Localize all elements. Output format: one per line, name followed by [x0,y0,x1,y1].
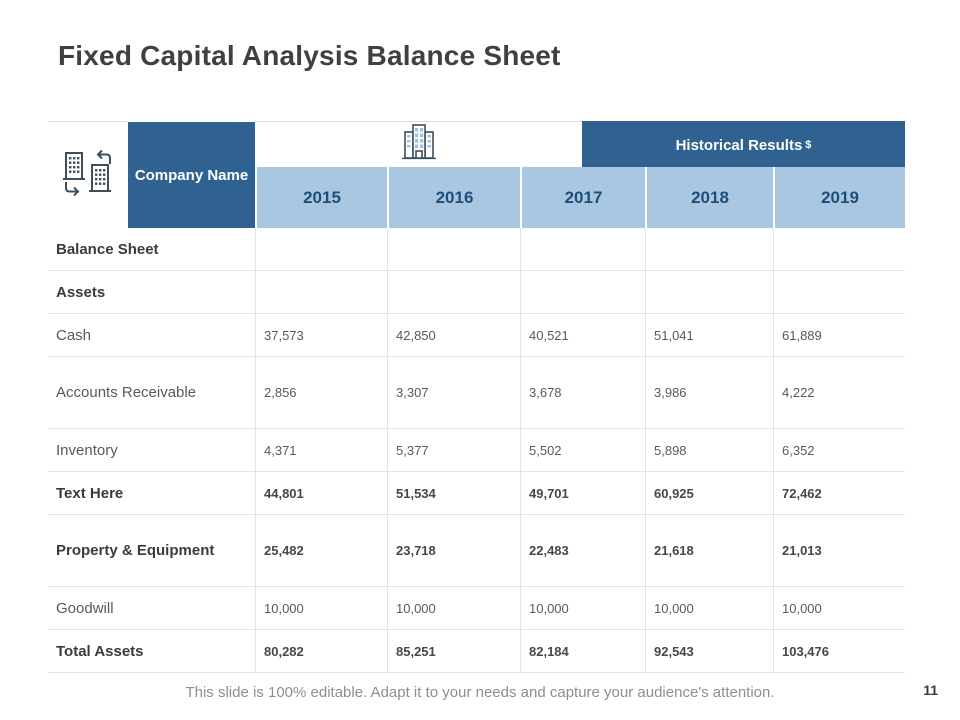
table-row [48,228,905,271]
row-value: 10,000 [773,587,905,629]
row-value: 37,573 [255,314,387,356]
row-value [255,228,387,270]
row-value: 25,482 [255,515,387,586]
row-label: Text Here [56,484,124,502]
row-label: Total Assets [56,642,144,660]
page-title: Fixed Capital Analysis Balance Sheet [58,40,561,71]
row-value [773,271,905,313]
table-row [48,472,905,515]
row-value: 3,307 [387,357,520,428]
row-value: 51,041 [645,314,773,356]
dollar-sign: $ [805,139,812,151]
row-label: Cash [56,326,92,344]
row-value: 40,521 [520,314,645,356]
row-value [387,271,520,313]
row-value: 4,222 [773,357,905,428]
table-row [48,429,905,472]
table-row [48,314,905,357]
row-label: Balance Sheet [56,240,159,258]
table-row [48,515,905,587]
row-value: 42,850 [387,314,520,356]
historical-results-header [582,121,905,169]
buildings-exchange-icon [60,149,116,202]
row-value: 51,534 [387,472,520,514]
historical-results-label: Historical Results [675,136,803,154]
row-value: 10,000 [255,587,387,629]
row-value: 3,986 [645,357,773,428]
row-value: 82,184 [520,630,645,672]
company-name-header: Company Name [128,122,255,228]
year-header: 2018 [645,167,773,228]
row-value: 60,925 [645,472,773,514]
row-value: 23,718 [387,515,520,586]
table-body [48,228,905,673]
year-header: 2019 [773,167,905,228]
year-header: 2017 [520,167,645,228]
office-building-icon [402,123,436,166]
balance-sheet-table [48,121,905,672]
header-building-cell [255,121,582,167]
row-value: 6,352 [773,429,905,471]
row-value [645,228,773,270]
row-value: 22,483 [520,515,645,586]
row-value: 10,000 [387,587,520,629]
row-value: 49,701 [520,472,645,514]
row-value [773,228,905,270]
row-value: 80,282 [255,630,387,672]
table-row [48,271,905,314]
table-row [48,587,905,630]
row-value: 85,251 [387,630,520,672]
row-value [520,271,645,313]
year-header: 2015 [255,167,387,228]
row-value: 72,462 [773,472,905,514]
row-label: Assets [56,283,106,301]
row-label: Goodwill [56,599,114,617]
row-value: 5,377 [387,429,520,471]
row-value: 10,000 [520,587,645,629]
row-value: 61,889 [773,314,905,356]
header-icon-cell [48,121,128,228]
row-value: 103,476 [773,630,905,672]
page-number: 11 [923,682,938,698]
row-value: 4,371 [255,429,387,471]
row-value [520,228,645,270]
row-value: 5,502 [520,429,645,471]
row-label: Property & Equipment [56,542,215,559]
row-value: 21,013 [773,515,905,586]
row-value: 92,543 [645,630,773,672]
row-value: 3,678 [520,357,645,428]
footer-note: This slide is 100% editable. Adapt it to your needs and capture your audience's attention. [185,684,775,701]
row-value: 44,801 [255,472,387,514]
table-row [48,357,905,429]
row-value [645,271,773,313]
row-value [255,271,387,313]
row-value [387,228,520,270]
year-header: 2016 [387,167,520,228]
year-header-row [255,167,905,228]
row-value: 5,898 [645,429,773,471]
row-value: 10,000 [645,587,773,629]
row-label: Accounts Receivable [56,384,197,401]
table-row [48,630,905,673]
row-label: Inventory [56,441,118,459]
row-value: 2,856 [255,357,387,428]
row-value: 21,618 [645,515,773,586]
